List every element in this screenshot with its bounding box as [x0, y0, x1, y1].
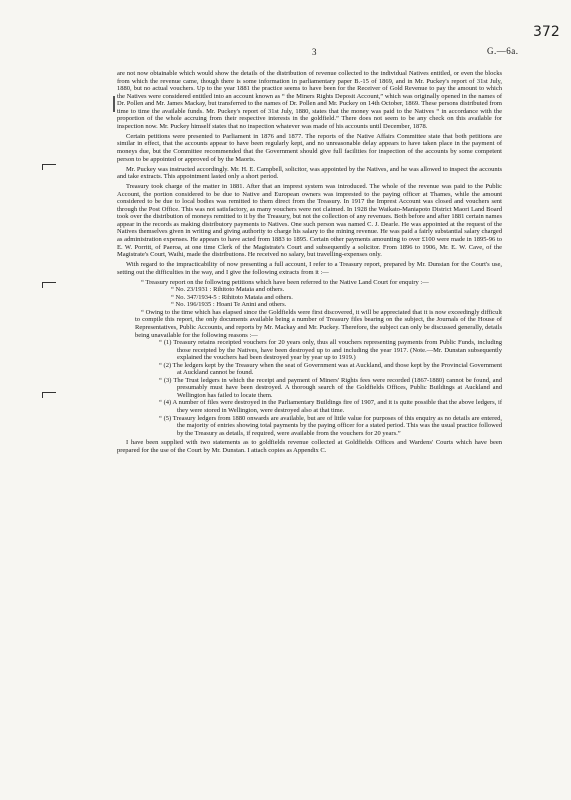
paragraph: Treasury took charge of the matter in 1881. After that an imprest system was introduced. The whole of the revenue was paid to the Public Account, the portion considered to be due to Native and European owners was imprested to the paying officer at Thames, while the amount considered to be due to local bodies was remitted to them direct from the Treasury. In 1917 the Imprest Account was closed and vouchers sent through the Post Office. This was not satisfactory, as many vouchers were not claimed. In 1928 the Waikato-Maniapoto District Maori Land Board took over the distribution of moneys remitted to it by the Treasury, but not the collection of any revenues. Both before and after 1881 certain names appear in the records as making distributory payments to Natives. One such person was named C. J. Dearle. He was appointed at the request of the Natives themselves given in writing and giving authority to charge his salary to the mining revenue. He was paid a fairly substantial salary charged as administration expenses. He appears to have acted from 1883 to 1895. Certain other payments amounting to over £100 were made in 1895-96 to E. W. Porritt, of Paeroa, at one time Clerk of the Magistrate's Court and subsequently a solicitor. From 1896 to 1906, Mr. E. W. Cave, of the Magistrate's Court, Waihi, made the distributions. He received no salary, but travelling-expenses only.: [117, 183, 502, 259]
reason-item: “ (5) Treasury ledgers from 1880 onwards are available, but are of little value for purposes of this enquiry as no details are entered, the majority of entries showing total payments by the paying officer for a stated period. This was the usual practice followed by the Treasury as details, if required, were available from the vouchers for 20 years.”: [159, 414, 502, 437]
quote-intro: “ Treasury report on the following petitions which have been referred to the Native Land Court for enquiry :—: [141, 278, 429, 286]
quote-paragraph: “ Owing to the time which has elapsed since the Goldfields were first discovered, it will be appreciated that it is now exceedingly difficult to compile this report, the only documents available being a number of Treasury files bearing on the subject, the Journals of the House of Representatives, Public Accounts, and reports by Mr. Mackay and Mr. Puckey. Therefore, the subject can only be discussed generally, details being unavailable for the following reasons :—: [135, 308, 502, 339]
reason-item: “ (2) The ledgers kept by the Treasury when the seat of Government was at Auckland, and those kept by the Provincial Government at Auckland cannot be found.: [159, 361, 502, 377]
paragraph: are not now obtainable which would show the details of the distribution of revenue collected to the individual Natives entitled, or even the blocks from which the revenue came, though there is some information in parliamentary paper B.-15 of 1869, and in Mr. Puckey's report of 31st July, 1880, but no actual vouchers. Up to the year 1881 the practice seems to have been for the Receiver of Gold Revenue to pay the amount to which the Natives were considered entitled into an account known as “ the Miners Rights Deposit Account,” which was originally opened in the names of Dr. Pollen and Mr. James Mackay, but transferred to the names of Dr. Pollen and Mr. Puckey on 14th October, 1869. These persons distributed from time to time the available funds. Mr. Puckey's report of 31st July, 1880, states that the money was paid to the Natives “ in accordance with the proportion of the whole accruing from their respective interests in the goldfield.” There does not seem to be any check on this available for inspection now. Mr. Puckey himself states that no inspection whatever was made of his accounts until December, 1878.: [117, 70, 502, 130]
margin-mark: [42, 164, 56, 165]
paragraph: Mr. Puckey was instructed accordingly. Mr. H. E. Campbell, solicitor, was appointed by the Natives, and he was allowed to inspect the accounts and take extracts. This appointment lasted only a short period.: [117, 165, 502, 181]
case-line: “ No. 23/1931 : Rihitoto Mataia and others.: [171, 286, 285, 294]
document-body: [117, 70, 502, 457]
case-line: “ No. 196/1935 : Hoani Te Anini and others.: [171, 301, 287, 309]
reason-item: “ (4) A number of files were destroyed in the Parliamentary Buildings fire of 1907, and it is quite possible that the above ledgers, if they were stored in Wellington, were destroyed also at that time.: [159, 399, 502, 415]
page-annotation: 372: [533, 24, 560, 40]
margin-rule: [113, 96, 115, 112]
paragraph: Certain petitions were presented to Parliament in 1876 and 1877. The reports of the Native Affairs Committee state that both petitions are similar in effect, that the accounts appear to have been regularly kept, and no unreasonable delay appears to have taken place in the payment of moneys due, but the Committee recommended that the Government should give full facilities for inspection of the accounts by some competent person to be appointed or approved of by the Maoris.: [117, 132, 502, 163]
margin-mark: [42, 392, 56, 393]
paragraph: With regard to the impracticability of now presenting a full account, I refer to a Treasury report, prepared by Mr. Dunstan for the Court's use, setting out the difficulties in the way, and I give the following extracts from it :—: [117, 261, 502, 276]
case-line: “ No. 347/1934-5 : Rihitoto Mataia and others.: [171, 293, 293, 301]
margin-mark: [42, 282, 56, 283]
reason-item: “ (3) The Trust ledgers in which the receipt and payment of Miners' Rights fees were recorded (1867-1880) cannot be found, and presumably must have been destroyed. A thorough search of the Goldfields Offices, Public Buildings at Auckland and Wellington has failed to locate them.: [159, 376, 502, 399]
closing-paragraph: I have been supplied with two statements as to goldfields revenue collected at Goldfields Offices and Wardens' Courts which have been prepared for the use of the Court by Mr. Dunstan. I attach copies as Appendix C.: [117, 439, 502, 454]
page-reference: G.—6a.: [487, 46, 519, 56]
reason-item: “ (1) Treasury retains receipted vouchers for 20 years only, thus all vouchers representing payments from Public Funds, including those receipted by the Natives, have been destroyed up to and including the year 1917. (Note.—Mr. Dunstan subsequently explained the vouchers had been destroyed year by year up to 1919.): [159, 339, 502, 362]
page-number: 3: [312, 47, 317, 57]
